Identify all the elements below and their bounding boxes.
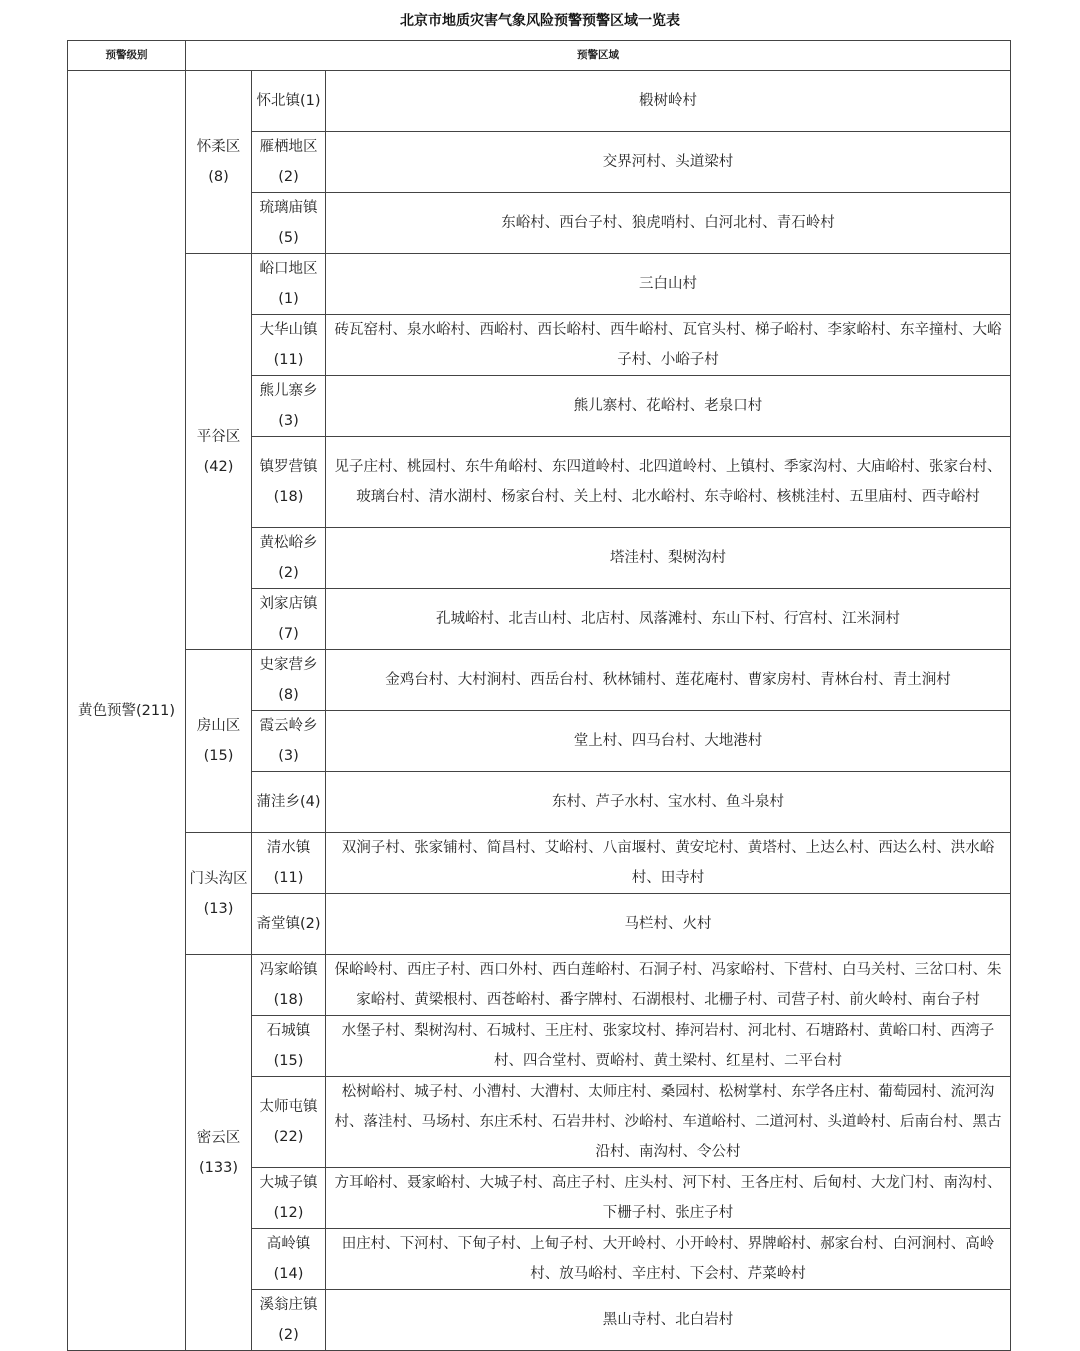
warning-region-table xyxy=(67,40,1011,1351)
town-cell: 太师屯镇(22) xyxy=(252,1077,326,1168)
town-cell: 镇罗营镇(18) xyxy=(252,437,326,528)
district-cell: 怀柔区(8) xyxy=(186,71,252,254)
town-cell: 大华山镇(11) xyxy=(252,315,326,376)
village-list-cell: 砖瓦窑村、泉水峪村、西峪村、西长峪村、西牛峪村、瓦官头村、梯子峪村、李家峪村、东辛撞村、大峪子村、小峪子村 xyxy=(326,315,1011,376)
town-cell: 斋堂镇(2) xyxy=(252,894,326,955)
town-cell: 蒲洼乡(4) xyxy=(252,772,326,833)
town-cell: 高岭镇(14) xyxy=(252,1229,326,1290)
village-list-cell: 水堡子村、梨树沟村、石城村、王庄村、张家坟村、捧河岩村、河北村、石塘路村、黄峪口村、西湾子村、四合堂村、贾峪村、黄土梁村、红星村、二平台村 xyxy=(326,1016,1011,1077)
village-list-cell: 三白山村 xyxy=(326,254,1011,315)
village-list-cell: 孔城峪村、北吉山村、北店村、凤落滩村、东山下村、行宫村、江米洞村 xyxy=(326,589,1011,650)
table-header-row xyxy=(68,41,1011,71)
town-cell: 清水镇(11) xyxy=(252,833,326,894)
page-title: 北京市地质灾害气象风险预警预警区域一览表 xyxy=(400,13,680,29)
village-list-cell: 保峪岭村、西庄子村、西口外村、西白莲峪村、石洞子村、冯家峪村、下营村、白马关村、三岔口村、朱家峪村、黄梁根村、西苍峪村、番字牌村、石湖根村、北栅子村、司营子村、前火岭村、南台子村 xyxy=(326,955,1011,1016)
village-list-cell: 方耳峪村、聂家峪村、大城子村、高庄子村、庄头村、河下村、王各庄村、后甸村、大龙门村、南沟村、下栅子村、张庄子村 xyxy=(326,1168,1011,1229)
town-cell: 峪口地区(1) xyxy=(252,254,326,315)
table-row xyxy=(68,833,1011,894)
village-list-cell: 黑山寺村、北白岩村 xyxy=(326,1290,1011,1351)
town-cell: 史家营乡(8) xyxy=(252,650,326,711)
table-row xyxy=(68,650,1011,711)
district-cell: 密云区(133) xyxy=(186,955,252,1351)
village-list-cell: 田庄村、下河村、下甸子村、上甸子村、大开岭村、小开岭村、界牌峪村、郝家台村、白河涧村、高岭村、放马峪村、辛庄村、下会村、芹菜岭村 xyxy=(326,1229,1011,1290)
town-cell: 冯家峪镇(18) xyxy=(252,955,326,1016)
town-cell: 刘家店镇(7) xyxy=(252,589,326,650)
town-cell: 怀北镇(1) xyxy=(252,71,326,132)
village-list-cell: 马栏村、火村 xyxy=(326,894,1011,955)
village-list-cell: 熊儿寨村、花峪村、老泉口村 xyxy=(326,376,1011,437)
village-list-cell: 椴树岭村 xyxy=(326,71,1011,132)
village-list-cell: 塔洼村、梨树沟村 xyxy=(326,528,1011,589)
town-cell: 石城镇(15) xyxy=(252,1016,326,1077)
district-cell: 平谷区(42) xyxy=(186,254,252,650)
town-cell: 雁栖地区(2) xyxy=(252,132,326,193)
town-cell: 大城子镇(12) xyxy=(252,1168,326,1229)
town-cell: 琉璃庙镇(5) xyxy=(252,193,326,254)
town-cell: 溪翁庄镇(2) xyxy=(252,1290,326,1351)
header-warning-area: 预警区域 xyxy=(186,41,1011,71)
village-list-cell: 金鸡台村、大村涧村、西岳台村、秋林铺村、莲花庵村、曹家房村、青林台村、青土涧村 xyxy=(326,650,1011,711)
village-list-cell: 东峪村、西台子村、狼虎哨村、白河北村、青石岭村 xyxy=(326,193,1011,254)
district-cell: 房山区(15) xyxy=(186,650,252,833)
town-cell: 熊儿寨乡(3) xyxy=(252,376,326,437)
town-cell: 黄松峪乡(2) xyxy=(252,528,326,589)
table-row xyxy=(68,254,1011,315)
village-list-cell: 松树峪村、城子村、小漕村、大漕村、太师庄村、桑园村、松树掌村、东学各庄村、葡萄园村、流河沟村、落洼村、马场村、东庄禾村、石岩井村、沙峪村、车道峪村、二道河村、头道岭村、后南台村、黑古沿村、南沟村、令公村 xyxy=(326,1077,1011,1168)
table-row xyxy=(68,955,1011,1016)
village-list-cell: 双涧子村、张家铺村、简昌村、艾峪村、八亩堰村、黄安坨村、黄塔村、上达么村、西达么村、洪水峪村、田寺村 xyxy=(326,833,1011,894)
village-list-cell: 交界河村、头道梁村 xyxy=(326,132,1011,193)
table-row xyxy=(68,71,1011,132)
header-warning-level: 预警级别 xyxy=(68,41,186,71)
village-list-cell: 堂上村、四马台村、大地港村 xyxy=(326,711,1011,772)
village-list-cell: 东村、芦子水村、宝水村、鱼斗泉村 xyxy=(326,772,1011,833)
town-cell: 霞云岭乡(3) xyxy=(252,711,326,772)
district-cell: 门头沟区(13) xyxy=(186,833,252,955)
warning-level-cell: 黄色预警(211) xyxy=(68,71,186,1351)
village-list-cell: 见子庄村、桃园村、东牛角峪村、东四道岭村、北四道岭村、上镇村、季家沟村、大庙峪村、张家台村、玻璃台村、清水湖村、杨家台村、关上村、北水峪村、东寺峪村、核桃洼村、五里庙村、西寺峪村 xyxy=(326,437,1011,528)
